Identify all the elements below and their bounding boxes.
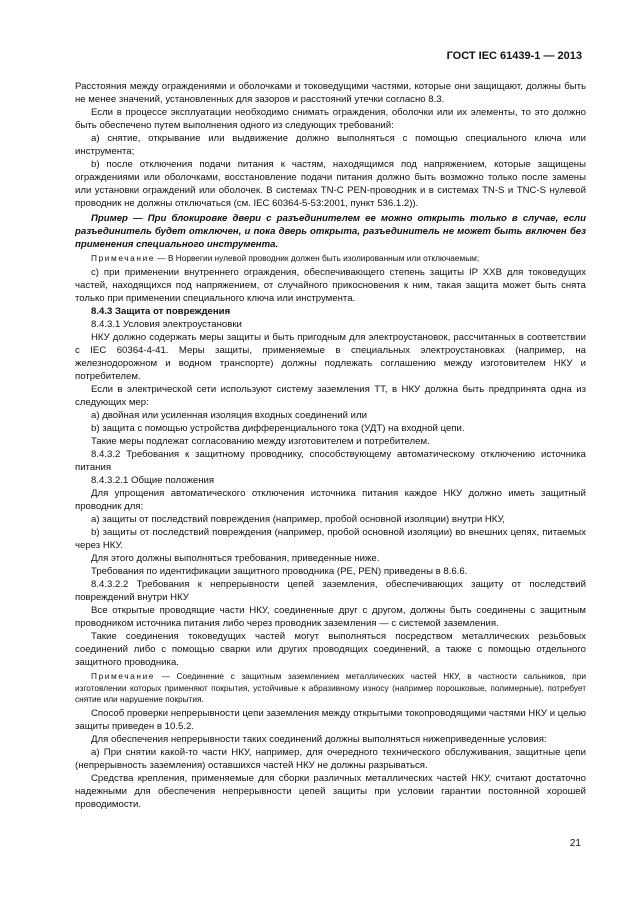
- paragraph: Требования по идентификации защитного проводника (PE, PEN) приведены в 8.6.6.: [91, 566, 468, 578]
- paragraph: Если в процессе эксплуатации необходимо снимать ограждения, оболочки или их элементы, то это должно быть обеспечено путем выполнения одного из следующих требований:: [75, 107, 586, 131]
- note-label: Примечание: [91, 671, 156, 682]
- paragraph: Если в электрической сети используют систему заземления TT, в НКУ должна быть предпринята одна из следующих мер:: [75, 384, 586, 409]
- list-item-b: b) после отключения подачи питания к частям, находящимся под напряжением, которые защищены ограждениями или оболочками, восстановление подачи питания должно быть возможно только после замены или установки ограждений или оболочек. В системах TN-C PEN-проводник и в системах TN-S и TNC-S нулевой проводник не должны отключаться (см. IEC 60364-5-53:2001, пункт 536.1.2)).: [75, 159, 586, 209]
- paragraph: Все открытые проводящие части НКУ, соединенные друг с другом, должны быть соединены с защитным проводником источника питания либо через проводник заземления — с системой заземления.: [75, 605, 586, 630]
- paragraph: Для этого должны выполняться требования, приведенные ниже.: [91, 553, 380, 565]
- note-glands: [75, 671, 586, 705]
- paragraph: Средства крепления, применяемые для сборки различных металлических частей НКУ, считают достаточно надежными для обеспечения непрерывности цепей защиты при условии гарантии постоянной хорошей проводимости.: [75, 773, 586, 811]
- paragraph: Для обеспечения непрерывности таких соединений должны выполняться нижеприведенные условия:: [91, 734, 547, 746]
- paragraph: Такие меры подлежат согласованию между изготовителем и потребителем.: [91, 436, 430, 448]
- paragraph: Для упрощения автоматического отключения источника питания каждое НКУ должно иметь защитный проводник для:: [75, 488, 586, 513]
- list-item-a: a) При снятии какой-то части НКУ, например, для очередного технического обслуживания, защитные цепи (непрерывность заземления) оставшихся частей НКУ не должны разрываться.: [75, 747, 586, 772]
- example-block: Пример — При блокировке двери с разъединителем ее можно открыть только в случае, если разъединитель будет отключен, и пока дверь открыта, разъединитель не может быть включен без применения специального инструмента.: [75, 213, 586, 250]
- note-norway: [75, 253, 586, 264]
- paragraph: Такие соединения токоведущих частей могут выполняться посредством металлических резьбовых соединений либо с помощью сварки или других проводящих соединений, а также с помощью отдельного защитного проводника.: [75, 631, 586, 669]
- list-item-a: a) защиты от последствий повреждения (например, пробой основной изоляции) внутри НКУ,: [91, 514, 505, 526]
- paragraph: Способ проверки непрерывности цепи заземления между открытыми токопроводящими частями НКУ и целью защиты приведен в 10.5.2.: [75, 708, 586, 733]
- list-item-a: a) снятие, открывание или выдвижение должно выполняться с помощью специального ключа или инструмента;: [75, 133, 586, 157]
- paragraph: Расстояния между ограждениями и оболочками и токоведущими частями, которые они защищают, должны быть не менее значений, установленных для зазоров и расстояний утечки согласно 8.3.: [75, 81, 586, 105]
- note-text: — В Норвегии нулевой проводник должен быть изолированным или отключаемым;: [155, 253, 480, 263]
- subsection-heading: 8.4.3.2.1 Общие положения: [91, 475, 215, 487]
- page-number: 21: [569, 838, 581, 849]
- body-text: [75, 80, 586, 811]
- list-item-b: b) защита с помощью устройства дифференциального тока (УДТ) на входной цепи.: [91, 423, 465, 435]
- note-label: Примечание: [91, 253, 156, 263]
- section-heading: 8.4.3 Защита от повреждения: [91, 306, 231, 318]
- paragraph: НКУ должно содержать меры защиты и быть пригодным для электроустановок, рассчитанных в соответствии с IEC 60364-4-41. Меры защиты, применяемые в специальных электроустановках (например, на железнодорожном и водном транспорте) должны подлежать соглашению между изготовителем НКУ и потребителем.: [75, 332, 586, 383]
- note-text: — Соединение с защитным заземлением металлических частей НКУ, в частности сальников, при изготовлении которых применяют покрытия, устойчивые к абразивному износу (например порошковые, полимерные), потребует снятие или нарушение покрытия.: [75, 671, 586, 704]
- subsection-heading: 8.4.3.1 Условия электроустановки: [91, 319, 242, 331]
- standard-header: ГОСТ IEC 61439-1 — 2013: [446, 50, 582, 62]
- list-item-b: b) защиты от последствий повреждения (например, пробой основной изоляции) во внешних цепях, питаемых через НКУ.: [75, 527, 586, 552]
- list-item-c: c) при применении внутреннего ограждения, обеспечивающего степень защиты IP XXB для токоведущих частей, находящихся под напряжением, от случайного прикосновения к ним, такая защита может быть снята только при применении специального ключа или инструмента.: [75, 267, 586, 305]
- list-item-a: a) двойная или усиленная изоляция входных соединений или: [91, 410, 367, 422]
- subsection-heading: 8.4.3.2.2 Требования к непрерывности цепей заземления, обеспечивающих защиту от последствий повреждений внутри НКУ: [75, 579, 586, 604]
- subsection-heading: 8.4.3.2 Требования к защитному проводнику, способствующему автоматическому отключению источника питания: [75, 449, 586, 474]
